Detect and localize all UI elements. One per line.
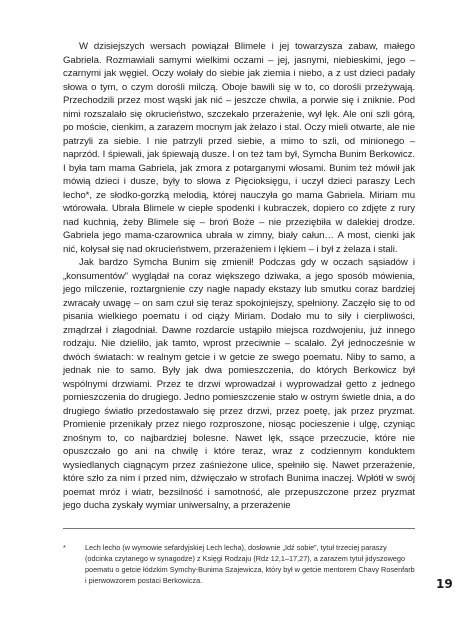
footnote xyxy=(63,542,415,586)
footnote-divider xyxy=(63,528,415,529)
paragraph-2: Jak bardzo Symcha Bunim się zmienił! Podczas gdy w oczach sąsiadów i „konsumentów” wyglądał na coraz większego dziwaka, a jego sposób mówienia, jego milczenie, roztargnienie czy nagłe napady ekstazy lub smutku coraz bardziej zwracały uwagę – on sam czuł się teraz spokojniejszy, spełniony. Zaczęło się to od pisania wielkiego poematu i od ciąży Miriam. Dodało mu to siły i cierpliwości, zmądrzał i złagodniał. Dawne rozdarcie ustąpiło miejsca rozdwojeniu, już innego rodzaju. Nie dzieliło, jak tamto, wprost przeciwnie – scalało. Żył jednocześnie w dwóch światach: w realnym getcie i w getcie ze swego poematu. Niby to samo, a jednak nie to samo. Były jak dwa pomieszczenia, do których Berkowicz był wspólnymi drzwiami. Przez te drzwi wprowadzał i wyprowadzał getto z jednego pomieszczenia do drugiego. Jedno pomieszczenie stało w ostrym świetle dnia, a do drugiego światło przedostawało się przez drzwi, przez poetę, jak przez pryzmat. Promienie przenikały przez niego rozproszone, niosąc pocieszenie i ulgę, czyniąc znośnym to, co najbardziej bolesne. Nawet lęk, ssące przeczucie, które nie opuszczało go ani na chwilę i które teraz, wraz z codziennym konduktem wysiedlanych ciągnącym przez zaśnieżone ulice, spełniło się. Nawet przerażenie, które szło za nim i przed nim, dźwięczało w strofach Bunima inaczej. Wpłótł w swój poemat mróz i wiatr, bezsilność i samotność, ale przepuszczone przez pryzmat jego ducha zyskały wymiar uniwersalny, a przerażenie xyxy=(63,257,415,511)
footnote-marker: * xyxy=(63,543,66,552)
footnote-text: Lech lecho (w wymowie sefardyjskiej Lech lecha), dosłownie „Idź sobie”, tytuł trzeciej paraszy (odcinka czytanego w synagodze) z Księgi Rodzaju (Rdz 12,1–17,27), a zarazem tytuł jidyszowego poematu o getcie łódzkim Symchy-Bunima Szajewicza, który był w getcie mentorem Chavy Rosenfarb i pierwowzorem postaci Berkowicza. xyxy=(85,543,415,585)
main-text xyxy=(63,40,415,513)
paragraph-1: W dzisiejszych wersach powiązał Blimele i jej towarzysza zabaw, małego Gabriela. Rozmawiali samymi wielkimi oczami – jej, jasnymi, niebieskimi, jego – czarnymi jak węgiel. Oczy wołały do siebie jak ziemia i niebo, a z ust dzieci padały słowa o tym, o czym dorośli milczą. Oboje bawili się w to, co dorośli przeżywają. Przechodzili przez most wąski jak nić – jeszcze chwila, a porwie się i zniknie. Pod nimi rozszalało się okrucieństwo, szczekało przerażenie, wył lęk. Ale oni szli górą, po moście, cienkim, a zarazem mocnym jak żelazo i stal. Oczy mieli otwarte, ale nie patrzyli za siebie. I nie patrzyli przed siebie, a mimo to szli, od minionego – naprzód. I śpiewali, jak śpiewają dusze. I on też tam był, Symcha Bunim Berkowicz. I była tam mama Gabriela, jak zmora z potarganymi włosami. Bunim też mówił jak mówią dzieci i dusze, były to słowa z Pięcioksięgu, i uczył dzieci paraszy Lech lecho*, ze słodko-gorzką melodią, której nauczyła go mama Gabriela. Miriam mu wtórowała. Ubrała Blimele w ciepłe spodenki i kubraczek, dopiero co zdjęte z rury nad kuchnią, żeby Blimele się – broń Boże – nie przeziębiła w dalekiej drodze. Gabriela jego mama-czarownica ubrała w zimny, biały całun… A most, cienki jak nić, kołysał się nad okrucieństwem, przerażeniem i lękiem – i był z żelaza i stali. xyxy=(63,41,415,255)
page-number: 19 xyxy=(436,577,453,591)
